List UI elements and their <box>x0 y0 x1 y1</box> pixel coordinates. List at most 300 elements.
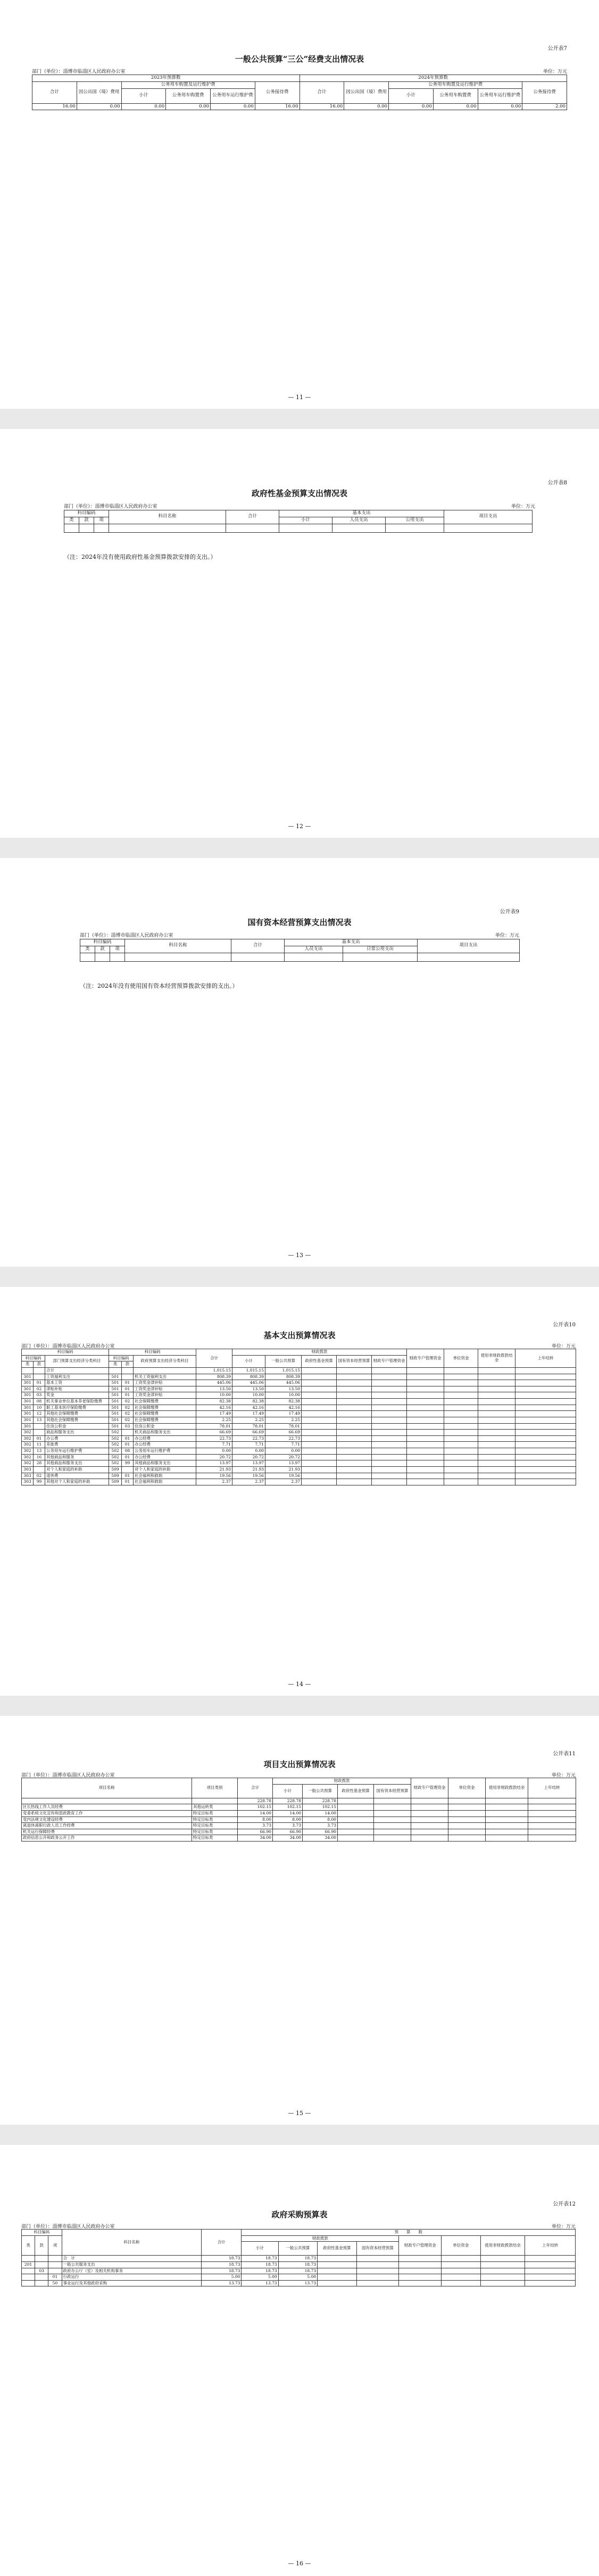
header-special: 财政专户管理资金 <box>411 1778 448 1798</box>
table-cell <box>444 1380 478 1386</box>
table-cell <box>338 1817 374 1823</box>
table-cell: 22.73 <box>232 1435 265 1442</box>
table-cell <box>337 1448 372 1455</box>
table-number: 公开表7 <box>547 46 567 52</box>
table-cell <box>478 1380 515 1386</box>
table-cell: 66.69 <box>232 1430 265 1436</box>
table-cell <box>478 1442 515 1448</box>
table-cell: 2.00 <box>522 103 567 110</box>
unit-label: 单位：万元 <box>495 933 519 938</box>
table-row <box>22 1442 576 1448</box>
table-cell: 对个人和家庭的补助 <box>134 1466 196 1473</box>
table-cell: 01 <box>122 1454 134 1460</box>
table-cell <box>372 1460 407 1467</box>
table-cell: 20.72 <box>196 1454 232 1460</box>
table-cell: 住房公积金 <box>45 1423 109 1430</box>
total-label: 合计 <box>45 1367 109 1374</box>
table-cell: 津贴补贴 <box>45 1386 109 1392</box>
table-cell <box>302 1392 337 1399</box>
table-number: 公开表12 <box>553 2201 576 2207</box>
table-cell <box>399 2261 442 2268</box>
table-cell <box>515 1454 576 1460</box>
table-cell <box>338 1810 374 1817</box>
table-cell: 502 <box>109 1435 122 1442</box>
header-vehicle: 公务用车购置及运行维护费 <box>121 81 255 88</box>
table-cell: 16.00 <box>300 103 344 110</box>
table-cell <box>480 2268 525 2274</box>
page-public-table-8 <box>0 429 599 838</box>
table-cell: 228.78 <box>303 1798 338 1804</box>
table-cell: 8.00 <box>273 1817 303 1823</box>
table-row <box>22 1386 576 1392</box>
header-purchase: 公务用车购置费 <box>433 88 478 103</box>
table-cell: 16 <box>34 1454 45 1460</box>
table-cell: 301 <box>22 1380 34 1386</box>
table-cell: 0.00 <box>478 103 522 110</box>
table-cell: 02 <box>122 1417 134 1423</box>
table-cell: 奖金 <box>45 1392 109 1399</box>
table-cell: 0.00 <box>77 103 121 110</box>
page-number: — 16 — <box>288 2560 311 2567</box>
table-cell: 12 <box>34 1411 45 1417</box>
table-cell: 职工基本医疗保险缴费 <box>45 1405 109 1411</box>
header-finance: 财政拨款 <box>273 1778 411 1785</box>
table-cell: 社会福利和救助 <box>134 1473 196 1479</box>
table-cell <box>372 1405 407 1411</box>
table-cell <box>478 1392 515 1399</box>
table-cell <box>515 1430 576 1436</box>
header-special: 财政专户管理资金 <box>407 1349 444 1368</box>
header-reception: 公务接待费 <box>522 81 567 103</box>
table-cell: 28 <box>34 1460 45 1467</box>
table-cell <box>407 1405 444 1411</box>
table-cell: 808.39 <box>196 1374 232 1380</box>
table-cell: 办公经费 <box>134 1435 196 1442</box>
department-label: 部门（单位）：淄博市临淄区人民政府办公室 <box>32 69 126 75</box>
table-cell: 2.37 <box>265 1479 302 1485</box>
table-cell: 501 <box>109 1399 122 1405</box>
table-cell: 特定目标类 <box>192 1817 238 1823</box>
table-cell <box>407 1386 444 1392</box>
table-cell <box>411 1823 448 1829</box>
table-cell <box>338 1823 374 1829</box>
table-cell: 对个人和家庭的补助 <box>45 1466 109 1473</box>
header-kuan: 款 <box>122 1361 134 1368</box>
table-cell: 5.00 <box>242 2274 278 2281</box>
table-cell <box>372 1423 407 1430</box>
table-cell: 1,015.15 <box>196 1367 232 1374</box>
table-cell: 13.50 <box>265 1386 302 1392</box>
header-total: 合计 <box>231 939 285 953</box>
table-cell <box>411 1804 448 1811</box>
table-cell: 302 <box>22 1435 34 1442</box>
table-cell <box>444 1454 478 1460</box>
table-cell <box>302 1411 337 1417</box>
table-cell <box>372 1473 407 1479</box>
table-cell: 3.73 <box>273 1823 303 1829</box>
header-xiang: 项 <box>94 517 109 524</box>
header-code-sub: 科目编码 <box>22 1355 45 1361</box>
table-cell <box>407 1411 444 1417</box>
table-cell <box>374 1804 411 1811</box>
table-cell: 其他社会保障缴费 <box>45 1417 109 1423</box>
header-subtotal: 小计 <box>279 517 332 524</box>
table-cell: 502 <box>109 1448 122 1455</box>
table-cell <box>444 1374 478 1380</box>
header-kuan: 款 <box>79 517 94 524</box>
table-cell: 14.00 <box>273 1810 303 1817</box>
header-kuan: 款 <box>95 946 110 953</box>
table-cell <box>444 1479 478 1485</box>
department-label: 部门（单位）：淄博市临淄区人民政府办公室 <box>80 933 173 938</box>
table-cell <box>302 1466 337 1473</box>
header-abroad: 因公出国（境）费用 <box>344 81 389 103</box>
table-cell: 19.56 <box>265 1473 302 1479</box>
table-row <box>32 103 567 110</box>
table-cell <box>444 1430 478 1436</box>
empty-note: （注：2024年没有使用政府性基金预算拨款安排的支出。） <box>64 554 217 560</box>
table-cell <box>442 2261 480 2268</box>
header-operate: 公务用车运行维护费 <box>478 88 522 103</box>
table-cell: 501 <box>109 1380 122 1386</box>
header-name: 科目名称 <box>62 2230 201 2256</box>
department-label: 部门（单位）：淄博市临淄区人民政府办公室 <box>21 2224 115 2230</box>
table-cell: 0.00 <box>196 1448 232 1455</box>
table-cell <box>486 1817 528 1823</box>
table-cell: 01 <box>34 1380 45 1386</box>
table-cell <box>515 1473 576 1479</box>
table-cell: 808.39 <box>232 1374 265 1380</box>
table-cell: 08 <box>34 1399 45 1405</box>
header-project: 项目支出 <box>444 510 533 524</box>
table-cell: 501 <box>109 1374 122 1380</box>
page-title: 一般公共预算“三公”经费支出情况表 <box>235 54 364 64</box>
table-cell <box>48 2261 62 2268</box>
table-cell <box>515 1380 576 1386</box>
table-cell <box>372 1399 407 1405</box>
table-cell <box>34 1423 45 1430</box>
table-row <box>22 2280 576 2286</box>
page-public-table-9 <box>0 858 599 1267</box>
table-cell <box>302 1423 337 1430</box>
header-type: 项目类别 <box>192 1778 238 1798</box>
table-cell: 17.49 <box>232 1411 265 1417</box>
table-cell <box>372 1417 407 1423</box>
table-cell <box>525 2274 576 2281</box>
table-row <box>22 1392 576 1399</box>
table-cell: 501 <box>109 1405 122 1411</box>
table-cell <box>486 1823 528 1829</box>
table-cell <box>372 1479 407 1485</box>
gov-procurement-table <box>21 2229 576 2286</box>
table-cell <box>338 1804 374 1811</box>
table-cell: 445.06 <box>196 1380 232 1386</box>
header-fund: 政府性基金预算 <box>318 2242 356 2256</box>
table-cell <box>372 1380 407 1386</box>
table-cell <box>407 1417 444 1423</box>
table-cell: 18.73 <box>278 2268 317 2274</box>
table-cell <box>318 2274 356 2281</box>
table-cell: 党委系统文化宣传和思政教育工作 <box>22 1810 192 1817</box>
table-cell <box>486 1835 528 1842</box>
table-cell: 特定目标类 <box>192 1823 238 1829</box>
table-row <box>22 1411 576 1417</box>
table-cell: 0.00 <box>389 103 434 110</box>
table-cell: 01 <box>122 1442 134 1448</box>
header-unit-fund: 单位资金 <box>444 1349 478 1368</box>
table-cell <box>478 1417 515 1423</box>
table-cell: 行政运行 <box>62 2274 201 2281</box>
table-cell <box>399 2256 442 2262</box>
table-cell <box>34 1466 45 1473</box>
header-capital: 国有资本经营预算 <box>337 1355 372 1367</box>
table-cell <box>372 1392 407 1399</box>
table-cell: 13.97 <box>265 1460 302 1467</box>
table-cell: 301 <box>22 1392 34 1399</box>
table-cell: 501 <box>109 1411 122 1417</box>
table-cell <box>444 1399 478 1405</box>
table-row <box>22 1479 576 1485</box>
table-row <box>64 524 533 532</box>
table-cell: 301 <box>22 1417 34 1423</box>
table-cell <box>122 1374 134 1380</box>
header-total: 合计 <box>226 510 279 524</box>
header-fund: 政府性基金预算 <box>338 1784 374 1798</box>
table-cell: 82.38 <box>265 1399 302 1405</box>
table-cell: 社会保障缴费 <box>134 1399 196 1405</box>
total-row <box>22 1367 576 1374</box>
table-cell <box>337 1479 372 1485</box>
table-cell <box>478 1386 515 1392</box>
table-cell: 事业运行及其他政府采购 <box>62 2280 201 2286</box>
table-cell <box>515 1392 576 1399</box>
table-cell: 0.00 <box>232 1448 265 1455</box>
page-title: 国有资本经营预算支出情况表 <box>247 918 352 927</box>
table-cell <box>318 2268 356 2274</box>
table-cell <box>525 2280 576 2286</box>
table-cell: 34.00 <box>303 1835 338 1842</box>
project-expenditure-table <box>21 1778 576 1842</box>
table-cell: 3.73 <box>303 1823 338 1829</box>
table-cell <box>528 1817 576 1823</box>
table-row <box>22 1817 576 1823</box>
table-cell <box>444 1473 478 1479</box>
table-cell <box>515 1374 576 1380</box>
table-cell <box>302 1386 337 1392</box>
table-cell <box>407 1448 444 1455</box>
table-row <box>22 1466 576 1473</box>
table-cell: 301 <box>22 1399 34 1405</box>
basic-expenditure-table <box>21 1349 576 1485</box>
table-cell <box>515 1386 576 1392</box>
table-cell: 差旅费 <box>45 1442 109 1448</box>
table-cell: 办公经费 <box>134 1454 196 1460</box>
table-cell: 其他商品和服务支出 <box>45 1460 109 1467</box>
table-cell: 303 <box>22 1473 34 1479</box>
table-cell: 02 <box>122 1411 134 1417</box>
table-cell <box>302 1448 337 1455</box>
table-cell <box>318 2261 356 2268</box>
table-cell: 社会保障缴费 <box>134 1417 196 1423</box>
header-general: 一般公共预算 <box>265 1355 302 1367</box>
header-subtotal: 小计 <box>232 1355 265 1367</box>
header-finance: 财政拨款 <box>232 1349 407 1356</box>
empty-note: （注：2024年没有使用国有资本经营预算拨款安排的支出。） <box>80 982 238 989</box>
table-cell <box>318 2256 356 2262</box>
table-cell <box>448 1810 486 1817</box>
table-cell: 10.00 <box>232 1392 265 1399</box>
table-cell <box>407 1454 444 1460</box>
table-cell: 7.71 <box>232 1442 265 1448</box>
header-special: 财政专户管理资金 <box>399 2235 442 2256</box>
header-name: 科目名称 <box>109 510 226 524</box>
table-cell: 13 <box>34 1417 45 1423</box>
header-gov-code: 科目编码 <box>109 1349 196 1356</box>
table-cell: 8.00 <box>303 1817 338 1823</box>
header-basic: 基本支出 <box>285 939 418 946</box>
table-row <box>22 1435 576 1442</box>
table-cell <box>35 2261 48 2268</box>
table-cell: 13.73 <box>278 2280 317 2286</box>
table-cell <box>337 1405 372 1411</box>
table-cell <box>442 2274 480 2281</box>
table-cell: 退休费 <box>45 1473 109 1479</box>
header-xiang: 项 <box>110 946 125 953</box>
table-cell: 501 <box>109 1417 122 1423</box>
table-cell <box>515 1423 576 1430</box>
table-cell <box>407 1380 444 1386</box>
table-cell: 2.25 <box>196 1417 232 1423</box>
table-cell: 66.90 <box>273 1829 303 1835</box>
table-cell: 302 <box>22 1430 34 1436</box>
table-cell: 03 <box>122 1423 134 1430</box>
table-cell <box>337 1423 372 1430</box>
header-total: 合计 <box>32 81 77 103</box>
table-cell <box>444 1423 478 1430</box>
table-cell: 02 <box>34 1386 45 1392</box>
table-cell <box>34 1430 45 1436</box>
table-cell <box>528 1823 576 1829</box>
table-cell <box>302 1473 337 1479</box>
table-cell: 办公费 <box>45 1435 109 1442</box>
table-cell: 公务用车运行维护费 <box>45 1448 109 1455</box>
table-cell <box>480 2274 525 2281</box>
table-cell: 02 <box>34 1473 45 1479</box>
table-cell <box>515 1448 576 1455</box>
header-xiang: 项 <box>48 2235 62 2256</box>
table-cell: 82.38 <box>232 1399 265 1405</box>
table-cell <box>337 1411 372 1417</box>
table-row <box>22 1405 576 1411</box>
table-cell: 社会保障缴费 <box>134 1405 196 1411</box>
table-cell <box>407 1435 444 1442</box>
table-cell <box>22 2268 35 2274</box>
table-cell: 18.73 <box>242 2256 278 2262</box>
header-lei: 类 <box>22 2235 35 2256</box>
table-row <box>22 1448 576 1455</box>
header-personnel: 人员支出 <box>332 517 386 524</box>
table-cell <box>337 1417 372 1423</box>
table-cell: 政府信息公开和政务公开工作 <box>22 1835 192 1842</box>
table-number: 公开表11 <box>553 1751 576 1757</box>
table-cell <box>486 1829 528 1835</box>
table-cell: 501 <box>109 1392 122 1399</box>
table-cell: 228.78 <box>238 1798 273 1804</box>
table-cell <box>22 2274 35 2281</box>
table-row <box>22 1829 576 1835</box>
table-cell: 21.93 <box>265 1466 302 1473</box>
table-cell <box>407 1423 444 1430</box>
table-cell: 1,015.15 <box>232 1367 265 1374</box>
page-title: 政府性基金预算支出情况表 <box>251 489 347 498</box>
table-cell <box>478 1374 515 1380</box>
header-unit-fund: 单位资金 <box>448 1778 486 1798</box>
page-title: 基本支出预算情况表 <box>263 1331 336 1340</box>
table-cell: 302 <box>22 1442 34 1448</box>
table-cell <box>444 1435 478 1442</box>
table-row <box>22 1810 576 1817</box>
table-cell <box>478 1473 515 1479</box>
table-cell <box>407 1460 444 1467</box>
table-cell: 0.00 <box>265 1448 302 1455</box>
table-cell: 201 <box>22 2261 35 2268</box>
page-number: — 11 — <box>288 394 311 401</box>
table-cell <box>515 1405 576 1411</box>
table-cell: 20.72 <box>232 1454 265 1460</box>
table-cell: 509 <box>109 1473 122 1479</box>
table-cell: 228.78 <box>273 1798 303 1804</box>
table-row <box>22 1399 576 1405</box>
table-cell: 01 <box>122 1473 134 1479</box>
header-fund: 政府性基金预算 <box>302 1355 337 1367</box>
table-cell <box>302 1460 337 1467</box>
table-cell: 18.73 <box>242 2261 278 2268</box>
table-cell: 34.00 <box>238 1835 273 1842</box>
table-cell <box>515 1479 576 1485</box>
table-cell <box>478 1479 515 1485</box>
table-cell <box>122 1466 134 1473</box>
table-cell: 2.25 <box>232 1417 265 1423</box>
table-cell <box>302 1454 337 1460</box>
table-row <box>22 1380 576 1386</box>
table-cell: 13.97 <box>196 1460 232 1467</box>
table-cell: 18.73 <box>278 2261 317 2268</box>
three-public-expenses-table <box>32 75 567 110</box>
header-non-finance: 使用非财政拨款结余 <box>480 2235 525 2256</box>
table-cell <box>337 1466 372 1473</box>
table-cell: 特定目标类 <box>192 1835 238 1842</box>
table-cell <box>356 2256 399 2262</box>
table-cell <box>478 1460 515 1467</box>
table-cell: 10.00 <box>196 1392 232 1399</box>
table-cell: 一般公共服务支出 <box>62 2261 201 2268</box>
table-cell <box>515 1399 576 1405</box>
table-cell <box>478 1399 515 1405</box>
table-cell: 78.01 <box>265 1423 302 1430</box>
table-cell: 13.73 <box>201 2280 242 2286</box>
header-kuan: 款 <box>34 1361 45 1368</box>
table-cell: 78.01 <box>196 1423 232 1430</box>
table-cell <box>411 1810 448 1817</box>
table-cell: 301 <box>22 1405 34 1411</box>
table-cell: 42.16 <box>265 1405 302 1411</box>
table-cell: 501 <box>109 1423 122 1430</box>
table-cell <box>338 1829 374 1835</box>
table-cell: 14.00 <box>238 1810 273 1817</box>
unit-label: 单位：万元 <box>511 504 535 509</box>
table-cell <box>528 1835 576 1842</box>
header-subtotal: 小计 <box>242 2242 278 2256</box>
